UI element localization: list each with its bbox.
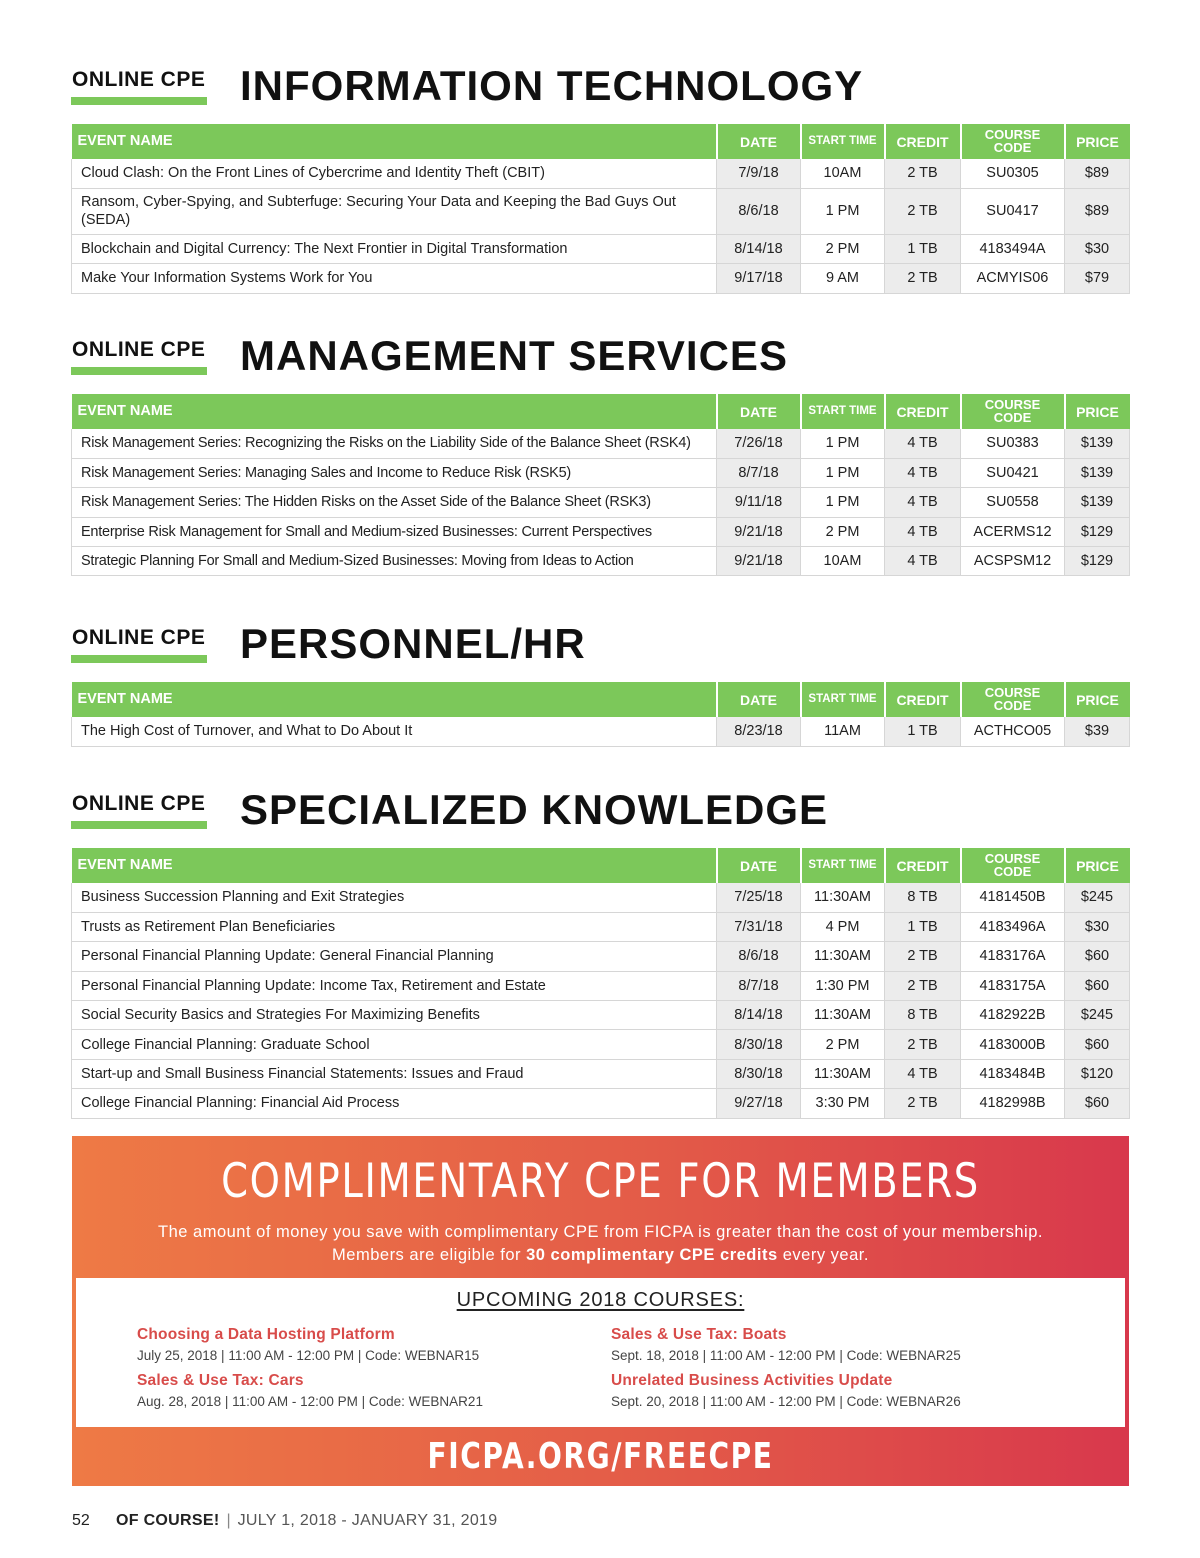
credit-cell: 2 TB — [885, 942, 961, 971]
online-cpe-underline — [71, 367, 207, 375]
date-cell: 7/25/18 — [717, 883, 801, 912]
start-time-cell: 10AM — [801, 159, 885, 188]
course-code-cell: SU0558 — [961, 488, 1065, 517]
event-name-cell: Personal Financial Planning Update: General Financial Planning — [72, 942, 717, 971]
course-code-cell: 4182998B — [961, 1089, 1065, 1118]
course-table — [71, 848, 1130, 1119]
course-code-cell: 4183484B — [961, 1059, 1065, 1088]
table-row[interactable] — [72, 1001, 1130, 1030]
online-cpe-label: ONLINE CPE — [72, 792, 206, 815]
event-name-cell: Trusts as Retirement Plan Beneficiaries — [72, 912, 717, 941]
col-price: PRICE — [1065, 124, 1130, 159]
start-time-cell: 3:30 PM — [801, 1089, 885, 1118]
course-meta: Aug. 28, 2018 | 11:00 AM - 12:00 PM | Code: WEBNAR21 — [137, 1394, 483, 1409]
date-cell: 8/23/18 — [717, 717, 801, 746]
credit-cell: 1 TB — [885, 912, 961, 941]
start-time-cell: 2 PM — [801, 517, 885, 546]
col-start-time: START TIME — [801, 124, 885, 159]
course-code-cell: 4181450B — [961, 883, 1065, 912]
start-time-cell: 11:30AM — [801, 883, 885, 912]
col-course-code-line2: CODE — [993, 697, 1032, 713]
table-row[interactable] — [72, 942, 1130, 971]
course-code-cell: 4182922B — [961, 1001, 1065, 1030]
table-row[interactable] — [72, 971, 1130, 1000]
course-code-cell: 4183494A — [961, 234, 1065, 263]
col-date: DATE — [717, 682, 801, 717]
section-header — [71, 786, 1129, 848]
page-number: 52 — [72, 1512, 90, 1529]
credit-cell: 2 TB — [885, 188, 961, 234]
col-date: DATE — [717, 848, 801, 883]
upcoming-course[interactable] — [611, 1326, 961, 1363]
price-cell: $30 — [1065, 234, 1130, 263]
col-course-code-line1: COURSE — [984, 850, 1041, 866]
section-title-personnel-hr: PERSONNEL/HR — [240, 620, 586, 667]
start-time-cell: 1 PM — [801, 458, 885, 487]
table-row[interactable] — [72, 517, 1130, 546]
col-course-code-line1: COURSE — [984, 396, 1041, 412]
start-time-cell: 2 PM — [801, 234, 885, 263]
date-cell: 8/14/18 — [717, 1001, 801, 1030]
promo-line-2-pre: Members are eligible for — [332, 1246, 527, 1264]
course-table — [71, 124, 1130, 294]
price-cell: $60 — [1065, 971, 1130, 1000]
section-specialized-knowledge — [71, 786, 1129, 1119]
price-cell: $245 — [1065, 1001, 1130, 1030]
event-name-cell: Start-up and Small Business Financial Statements: Issues and Fraud — [72, 1059, 717, 1088]
start-time-cell: 1 PM — [801, 429, 885, 458]
date-cell: 9/11/18 — [717, 488, 801, 517]
course-meta: July 25, 2018 | 11:00 AM - 12:00 PM | Code: WEBNAR15 — [137, 1348, 480, 1363]
course-title: Choosing a Data Hosting Platform — [137, 1326, 395, 1343]
course-code-cell: 4183496A — [961, 912, 1065, 941]
table-row[interactable] — [72, 1059, 1130, 1088]
date-cell: 8/6/18 — [717, 188, 801, 234]
table-row[interactable] — [72, 234, 1130, 263]
date-cell: 9/21/18 — [717, 547, 801, 576]
col-event-name: EVENT NAME — [72, 124, 717, 159]
section-information-technology — [71, 62, 1129, 294]
complimentary-cpe-promo — [72, 1136, 1129, 1486]
event-name-cell: College Financial Planning: Graduate School — [72, 1030, 717, 1059]
price-cell: $60 — [1065, 1030, 1130, 1059]
section-header — [71, 620, 1129, 682]
event-name-cell: Risk Management Series: Recognizing the Risks on the Liability Side of the Balance Sheet (RSK4) — [72, 429, 717, 458]
start-time-cell: 1:30 PM — [801, 971, 885, 1000]
credit-cell: 2 TB — [885, 1030, 961, 1059]
col-course-code — [961, 394, 1065, 429]
start-time-cell: 2 PM — [801, 1030, 885, 1059]
course-meta: Sept. 20, 2018 | 11:00 AM - 12:00 PM | Code: WEBNAR26 — [611, 1394, 961, 1409]
promo-subtitle — [72, 1221, 1129, 1267]
col-price: PRICE — [1065, 682, 1130, 717]
price-cell: $245 — [1065, 883, 1130, 912]
col-price: PRICE — [1065, 394, 1130, 429]
credit-cell: 4 TB — [885, 517, 961, 546]
price-cell: $129 — [1065, 517, 1130, 546]
price-cell: $139 — [1065, 429, 1130, 458]
table-row[interactable] — [72, 547, 1130, 576]
date-cell: 8/6/18 — [717, 942, 801, 971]
promo-line-2-post: every year. — [777, 1246, 869, 1264]
online-cpe-label: ONLINE CPE — [72, 338, 206, 361]
promo-title: COMPLIMENTARY CPE FOR MEMBERS — [221, 1154, 980, 1209]
price-cell: $120 — [1065, 1059, 1130, 1088]
table-row[interactable] — [72, 264, 1130, 293]
section-title-specialized-knowledge: SPECIALIZED KNOWLEDGE — [240, 786, 829, 833]
col-event-name: EVENT NAME — [72, 394, 717, 429]
course-table — [71, 394, 1130, 576]
col-event-name: EVENT NAME — [72, 848, 717, 883]
event-name-cell: Risk Management Series: The Hidden Risks on the Asset Side of the Balance Sheet (RSK3) — [72, 488, 717, 517]
course-code-cell: ACSPSM12 — [961, 547, 1065, 576]
col-course-code-line1: COURSE — [984, 126, 1041, 142]
event-name-cell: Cloud Clash: On the Front Lines of Cybercrime and Identity Theft (CBIT) — [72, 159, 717, 188]
event-name-cell: Risk Management Series: Managing Sales and Income to Reduce Risk (RSK5) — [72, 458, 717, 487]
start-time-cell: 4 PM — [801, 912, 885, 941]
course-code-cell: ACERMS12 — [961, 517, 1065, 546]
credit-cell: 2 TB — [885, 159, 961, 188]
event-name-cell: College Financial Planning: Financial Aid Process — [72, 1089, 717, 1118]
date-cell: 7/31/18 — [717, 912, 801, 941]
online-cpe-underline — [71, 821, 207, 829]
col-course-code-line2: CODE — [993, 139, 1032, 155]
col-credit: CREDIT — [885, 394, 961, 429]
credit-cell: 4 TB — [885, 1059, 961, 1088]
section-title-management-services: MANAGEMENT SERVICES — [240, 332, 788, 379]
price-cell: $89 — [1065, 188, 1130, 234]
credit-cell: 8 TB — [885, 883, 961, 912]
section-management-services — [71, 332, 1129, 576]
section-personnel-hr — [71, 620, 1129, 747]
col-credit: CREDIT — [885, 682, 961, 717]
date-cell: 8/14/18 — [717, 234, 801, 263]
table-row[interactable] — [72, 458, 1130, 487]
page-footer — [72, 1512, 497, 1530]
price-cell: $39 — [1065, 717, 1130, 746]
course-code-cell: SU0421 — [961, 458, 1065, 487]
credit-cell: 2 TB — [885, 264, 961, 293]
date-cell: 8/7/18 — [717, 458, 801, 487]
col-credit: CREDIT — [885, 124, 961, 159]
table-header-row — [72, 682, 1130, 717]
course-code-cell: SU0305 — [961, 159, 1065, 188]
course-code-cell: SU0383 — [961, 429, 1065, 458]
event-name-cell: Personal Financial Planning Update: Income Tax, Retirement and Estate — [72, 971, 717, 1000]
online-cpe-label: ONLINE CPE — [72, 626, 206, 649]
credit-cell: 4 TB — [885, 429, 961, 458]
table-row[interactable] — [72, 1030, 1130, 1059]
course-code-cell: 4183175A — [961, 971, 1065, 1000]
credit-cell: 1 TB — [885, 717, 961, 746]
event-name-cell: Ransom, Cyber-Spying, and Subterfuge: Securing Your Data and Keeping the Bad Guys Out (SEDA) — [72, 188, 717, 234]
table-row[interactable] — [72, 159, 1130, 188]
table-row[interactable] — [72, 429, 1130, 458]
price-cell: $60 — [1065, 942, 1130, 971]
credit-cell: 4 TB — [885, 488, 961, 517]
col-credit: CREDIT — [885, 848, 961, 883]
start-time-cell: 1 PM — [801, 188, 885, 234]
footer-separator: | — [226, 1512, 231, 1529]
table-row[interactable] — [72, 912, 1130, 941]
event-name-cell: Blockchain and Digital Currency: The Next Frontier in Digital Transformation — [72, 234, 717, 263]
credit-cell: 4 TB — [885, 547, 961, 576]
upcoming-courses-box — [76, 1278, 1125, 1427]
col-event-name: EVENT NAME — [72, 682, 717, 717]
col-start-time: START TIME — [801, 394, 885, 429]
catalog-dates: JULY 1, 2018 - JANUARY 31, 2019 — [237, 1512, 498, 1529]
upcoming-courses-title: UPCOMING 2018 COURSES: — [456, 1289, 745, 1311]
col-date: DATE — [717, 124, 801, 159]
price-cell: $129 — [1065, 547, 1130, 576]
start-time-cell: 11:30AM — [801, 942, 885, 971]
promo-line-1: The amount of money you save with complimentary CPE from FICPA is greater than the cost of your membership. — [158, 1223, 1043, 1241]
table-row[interactable] — [72, 883, 1130, 912]
start-time-cell: 1 PM — [801, 488, 885, 517]
col-date: DATE — [717, 394, 801, 429]
date-cell: 7/26/18 — [717, 429, 801, 458]
course-code-cell: ACMYIS06 — [961, 264, 1065, 293]
col-course-code-line1: COURSE — [984, 684, 1041, 700]
price-cell: $139 — [1065, 488, 1130, 517]
event-name-cell: Business Succession Planning and Exit Strategies — [72, 883, 717, 912]
col-price: PRICE — [1065, 848, 1130, 883]
course-code-cell: SU0417 — [961, 188, 1065, 234]
start-time-cell: 9 AM — [801, 264, 885, 293]
price-cell: $79 — [1065, 264, 1130, 293]
event-name-cell: Social Security Basics and Strategies For Maximizing Benefits — [72, 1001, 717, 1030]
course-title: Unrelated Business Activities Update — [611, 1372, 893, 1389]
upcoming-course[interactable] — [137, 1372, 483, 1409]
table-row[interactable] — [72, 1089, 1130, 1118]
col-start-time: START TIME — [801, 848, 885, 883]
event-name-cell: Strategic Planning For Small and Medium-Sized Businesses: Moving from Ideas to Action — [72, 547, 717, 576]
col-course-code — [961, 124, 1065, 159]
price-cell: $60 — [1065, 1089, 1130, 1118]
table-header-row — [72, 848, 1130, 883]
course-code-cell: 4183176A — [961, 942, 1065, 971]
course-meta: Sept. 18, 2018 | 11:00 AM - 12:00 PM | Code: WEBNAR25 — [611, 1348, 961, 1363]
table-row[interactable] — [72, 488, 1130, 517]
credit-cell: 1 TB — [885, 234, 961, 263]
start-time-cell: 11AM — [801, 717, 885, 746]
table-row[interactable] — [72, 717, 1130, 746]
date-cell: 7/9/18 — [717, 159, 801, 188]
date-cell: 8/30/18 — [717, 1030, 801, 1059]
course-title: Sales & Use Tax: Cars — [137, 1372, 304, 1389]
section-title-information-technology: INFORMATION TECHNOLOGY — [240, 62, 864, 109]
upcoming-course[interactable] — [611, 1372, 961, 1409]
table-header-row — [72, 394, 1130, 429]
col-course-code-line2: CODE — [993, 863, 1032, 879]
online-cpe-label: ONLINE CPE — [72, 68, 206, 91]
event-name-cell: Enterprise Risk Management for Small and Medium-sized Businesses: Current Perspectives — [72, 517, 717, 546]
credit-cell: 2 TB — [885, 1089, 961, 1118]
course-code-cell: ACTHCO05 — [961, 717, 1065, 746]
online-cpe-underline — [71, 655, 207, 663]
start-time-cell: 11:30AM — [801, 1001, 885, 1030]
credit-cell: 4 TB — [885, 458, 961, 487]
online-cpe-underline — [71, 97, 207, 105]
table-header-row — [72, 124, 1130, 159]
price-cell: $139 — [1065, 458, 1130, 487]
date-cell: 9/27/18 — [717, 1089, 801, 1118]
date-cell: 8/30/18 — [717, 1059, 801, 1088]
credit-cell: 8 TB — [885, 1001, 961, 1030]
section-header — [71, 332, 1129, 394]
start-time-cell: 11:30AM — [801, 1059, 885, 1088]
price-cell: $30 — [1065, 912, 1130, 941]
free-cpe-link[interactable]: FICPA.ORG/FREECPE — [427, 1436, 774, 1477]
date-cell: 9/17/18 — [717, 264, 801, 293]
col-start-time: START TIME — [801, 682, 885, 717]
section-header — [71, 62, 1129, 124]
upcoming-course[interactable] — [137, 1326, 479, 1363]
date-cell: 9/21/18 — [717, 517, 801, 546]
promo-line-2 — [72, 1244, 1129, 1267]
magazine-title: OF COURSE! — [116, 1512, 220, 1529]
price-cell: $89 — [1065, 159, 1130, 188]
col-course-code — [961, 682, 1065, 717]
col-course-code-line2: CODE — [993, 409, 1032, 425]
promo-credits-highlight: 30 complimentary CPE credits — [526, 1246, 778, 1264]
credit-cell: 2 TB — [885, 971, 961, 1000]
course-table — [71, 682, 1130, 747]
start-time-cell: 10AM — [801, 547, 885, 576]
col-course-code — [961, 848, 1065, 883]
event-name-cell: The High Cost of Turnover, and What to Do About It — [72, 717, 717, 746]
table-row[interactable] — [72, 188, 1130, 234]
event-name-cell: Make Your Information Systems Work for You — [72, 264, 717, 293]
date-cell: 8/7/18 — [717, 971, 801, 1000]
course-code-cell: 4183000B — [961, 1030, 1065, 1059]
course-title: Sales & Use Tax: Boats — [611, 1326, 787, 1343]
